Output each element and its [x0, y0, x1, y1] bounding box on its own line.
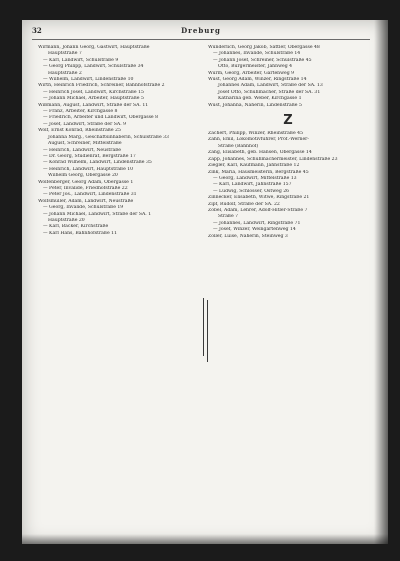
page-bottom-shadow	[22, 534, 388, 544]
directory-entry: — Johannes, Landwirt, Ringstraße 71	[213, 220, 301, 226]
directory-entry: Zapp, Johannes, Schuhmachermeister, Lindenstraße 23	[208, 156, 338, 162]
directory-entry: Zachert, Philipp, Winzer, Rheinstraße 45	[208, 131, 304, 137]
directory-entry: — Karl Hans, Bahnhofstraße 11	[43, 230, 118, 236]
directory-entry: Hauptstraße 2	[48, 70, 82, 76]
directory-entry: — Johann Michael, Landwirt, Straße der SA. 1	[43, 211, 152, 217]
directory-entry: Katharina geb. Weber, Kirchgasse 1	[218, 96, 302, 102]
directory-entry: — Josef, Landwirt, Straße der SA. 9	[43, 121, 127, 127]
directory-entry: — Johann Michael, Arbeiter, Hauptstraße 5	[43, 96, 144, 102]
directory-entry: — Heinrich Josef, Landwirt, Kirchstraße 15	[43, 89, 144, 95]
directory-entry: — Karl, Landwirt, Schulstraße 9	[43, 57, 119, 63]
directory-entry: — Franz, Arbeiter, Kirchgasse 8	[43, 109, 118, 115]
page-edge-shadow	[374, 20, 388, 544]
directory-entry: — Josef, Winzer, Weingartenweg 14	[213, 227, 296, 233]
directory-entry: — Georg Philipp, Landwirt, Schulstraße 34	[43, 64, 144, 70]
directory-entry: Wunderlich, Georg Jakob, Sattler, Obergasse 48	[208, 45, 320, 50]
page-title: Dreburg	[181, 26, 221, 35]
directory-entry: Wolfenberger, Georg Adam, Obergasse 1	[38, 179, 134, 185]
directory-entry: Zang, Elisabeth, geb. Hansen, Obergasse 14	[208, 150, 312, 156]
directory-entry: Johannes Adam, Landwirt, Straße der SA. 13	[218, 83, 323, 89]
section-letter: Z	[283, 113, 293, 129]
directory-entry: Johanna Marg., Geschäftsinhaberin, Schulstraße 33	[48, 134, 169, 140]
page-number: 32	[32, 26, 42, 35]
directory-entry: Ziegler, Karl, Kaufmann, Jahnstraße 12	[208, 163, 300, 169]
directory-entry: Wißmann, August, Landwirt, Straße der SA. 11	[38, 102, 149, 108]
directory-entry: Zinnecker, Elisabeth, Witwe, Ringstraße 21	[208, 195, 310, 201]
directory-entry: — Heinrich, Landwirt, Neustraße	[43, 147, 121, 153]
directory-entry: Zobel, Adam, Lehrer, Adolf-Hitler-Straße 7	[208, 207, 308, 213]
directory-entry: — Wilhelm, Landwirt, Lindenstraße 10	[43, 77, 134, 83]
header-rule	[32, 39, 370, 40]
directory-entry: — Karl, Bäcker, Kirchstraße	[43, 224, 109, 230]
left-column	[38, 45, 196, 237]
directory-entry: — Georg, Invalide, Schulstraße 19	[43, 205, 124, 211]
directory-entry: — Friedrich, Arbeiter und Landwirt, Obergasse 8	[43, 115, 159, 121]
directory-entry: Wilhelm Georg, Obergasse 20	[48, 173, 118, 179]
pen-mark	[200, 298, 212, 360]
directory-entry: Zink, Maria, Hausmeisterin, Bergstraße 45	[208, 169, 309, 175]
directory-entry: — Heinrich, Landwirt, Hauptstraße 10	[43, 166, 134, 172]
directory-entry: — Konrad Wilhelm, Landwirt, Lindenstraße 35	[43, 160, 152, 166]
directory-entry: Wolfsmüller, Adam, Landwirt, Neustraße	[38, 198, 134, 204]
directory-entry: — Peter Jos., Landwirt, Lindenstraße 31	[43, 192, 137, 198]
directory-entry: Otto, Bürgermeister, Jahnweg 4	[218, 64, 293, 70]
right-column-bottom	[208, 131, 368, 240]
directory-entry: Hauptstraße 20	[48, 217, 85, 223]
directory-entry: — Johann Josef, Schreiner, Schulstraße 45	[213, 57, 312, 63]
directory-entry: Straße (Bahnhof)	[218, 143, 259, 149]
directory-entry: Josef Otto, Schuhmacher, Straße der SA. 31	[218, 89, 321, 95]
directory-entry: — Dr. Georg, Studienrat, Bergstraße 17	[43, 153, 136, 159]
directory-entry: Wüst, Johanna, Näherin, Lindenstraße 5	[208, 102, 302, 108]
directory-entry: Wurm, Georg, Arbeiter, Gartenweg 9	[208, 70, 295, 76]
directory-entry: Wirth, Heinrich Friedrich, Schreiner, Bahnhofstraße 2	[38, 83, 165, 89]
directory-entry: Straße 7	[218, 214, 239, 220]
directory-entry: Wüst, Georg Adam, Winzer, Ringstraße 14	[208, 77, 307, 83]
directory-entry: Zahn, Emil, Lokomotivführer, Prof.-Werner-	[208, 137, 309, 143]
directory-entry: Wirmann, Johann Georg, Gastwirt, Hauptstraße	[38, 45, 150, 50]
directory-entry: Zipf, Rudolf, Straße der SA. 22	[208, 201, 280, 207]
page-header	[32, 26, 370, 38]
right-column-top	[208, 45, 368, 109]
directory-entry: Hauptstraße 7	[48, 51, 82, 57]
directory-entry: — Karl, Landwirt, Jahnstraße 157	[213, 182, 292, 188]
right-column	[208, 45, 368, 240]
directory-entry: Wolf, Ernst Konrad, Rheinstraße 25	[38, 128, 121, 134]
directory-entry: — Johannes, Invalide, Schulstraße 14	[213, 51, 301, 57]
directory-entry: — Georg, Landwirt, Mittelstraße 13	[213, 175, 297, 181]
directory-entry: Zöller, Luise, Näherin, Steinweg 3	[208, 233, 288, 239]
directory-page	[22, 20, 388, 544]
directory-entry: — Peter, Invalide, Friedhofstraße 22	[43, 185, 128, 191]
directory-entry: August, Schreiner, Mittelstraße	[48, 141, 122, 147]
directory-entry: — Ludwig, Schlosser, Ostweg 26	[213, 188, 290, 194]
